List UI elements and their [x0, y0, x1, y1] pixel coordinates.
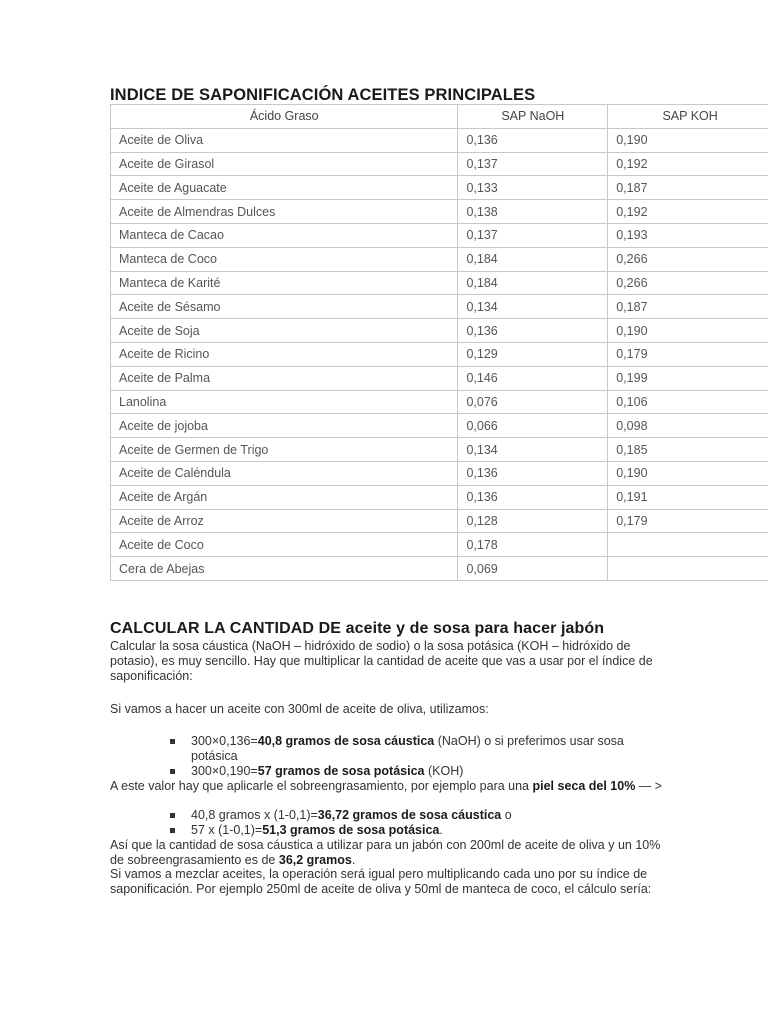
table-row: [111, 247, 768, 271]
cell-sap-naoh: 0,184: [458, 271, 608, 295]
cell-acido-graso: Aceite de jojoba: [111, 414, 458, 438]
cell-sap-naoh: 0,136: [458, 485, 608, 509]
table-row: [111, 295, 768, 319]
table-row: [111, 485, 768, 509]
table-row: [111, 414, 768, 438]
intro-paragraph: Calcular la sosa cáustica (NaOH – hidróxido de sodio) o la sosa potásica (KOH – hidróxido de potasio), es muy sencillo. Hay que multiplicar la cantidad de aceite que vas a usar por el índice de saponificación:: [110, 639, 653, 683]
cell-acido-graso: Aceite de Arroz: [111, 509, 458, 533]
table-row: [111, 200, 768, 224]
cell-sap-koh: 0,179: [608, 509, 768, 533]
sobreengrasamiento-paragraph: A este valor hay que aplicarle el sobreengrasamiento, por ejemplo para una piel seca del 10% — >: [110, 779, 663, 793]
cell-sap-naoh: 0,178: [458, 533, 608, 557]
table-row: [111, 366, 768, 390]
cell-acido-graso: Aceite de Germen de Trigo: [111, 438, 458, 462]
cell-acido-graso: Aceite de Sésamo: [111, 295, 458, 319]
cell-sap-koh: 0,106: [608, 390, 768, 414]
cell-sap-naoh: 0,076: [458, 390, 608, 414]
cell-sap-koh: 0,098: [608, 414, 768, 438]
cell-sap-koh: 0,187: [608, 176, 768, 200]
cell-sap-koh: 0,190: [608, 128, 768, 152]
section-title-upper: CALCULAR LA CANTIDAD DE: [110, 620, 342, 637]
list-item: 300×0,136=40,8 gramos de sosa cáustica (NaOH) o si preferimos usar sosa potásica: [170, 734, 660, 764]
section-title-lower: aceite y de sosa para hacer jabón: [341, 620, 605, 637]
bullet-list-2: [170, 808, 660, 838]
header-sap-naoh: SAP NaOH: [458, 105, 608, 129]
header-acido-graso: Ácido Graso: [111, 105, 458, 129]
table-header-row: [111, 105, 768, 129]
cell-acido-graso: Aceite de Argán: [111, 485, 458, 509]
cell-sap-koh: 0,192: [608, 200, 768, 224]
cell-acido-graso: Cera de Abejas: [111, 557, 458, 581]
cell-sap-koh: 0,191: [608, 485, 768, 509]
cell-acido-graso: Aceite de Almendras Dulces: [111, 200, 458, 224]
cell-sap-naoh: 0,138: [458, 200, 608, 224]
mix-paragraph: Si vamos a mezclar aceites, la operación será igual pero multiplicando cada uno por su índice de saponificación. Por ejemplo 250ml de aceite de oliva y 50ml de manteca de coco, el cálculo sería:: [110, 867, 652, 896]
cell-sap-naoh: 0,128: [458, 509, 608, 533]
cell-sap-koh: 0,266: [608, 247, 768, 271]
cell-sap-koh: [608, 557, 768, 581]
cell-sap-naoh: 0,146: [458, 366, 608, 390]
cell-sap-naoh: 0,137: [458, 223, 608, 247]
table-row: [111, 342, 768, 366]
table-row: [111, 557, 768, 581]
example-intro: Si vamos a hacer un aceite con 300ml de aceite de oliva, utilizamos:: [110, 702, 489, 716]
list-item: 40,8 gramos x (1-0,1)=36,72 gramos de sosa cáustica o: [170, 808, 660, 823]
cell-sap-koh: 0,192: [608, 152, 768, 176]
cell-acido-graso: Lanolina: [111, 390, 458, 414]
cell-sap-koh: 0,266: [608, 271, 768, 295]
cell-acido-graso: Manteca de Coco: [111, 247, 458, 271]
cell-sap-koh: 0,190: [608, 319, 768, 343]
cell-sap-naoh: 0,184: [458, 247, 608, 271]
table-row: [111, 461, 768, 485]
table-row: [111, 223, 768, 247]
cell-sap-naoh: 0,136: [458, 319, 608, 343]
table-row: [111, 319, 768, 343]
cell-acido-graso: Aceite de Aguacate: [111, 176, 458, 200]
cell-acido-graso: Aceite de Coco: [111, 533, 458, 557]
cell-sap-naoh: 0,134: [458, 295, 608, 319]
cell-sap-naoh: 0,136: [458, 461, 608, 485]
cell-sap-koh: [608, 533, 768, 557]
table-row: [111, 152, 768, 176]
cell-sap-naoh: 0,069: [458, 557, 608, 581]
cell-acido-graso: Aceite de Girasol: [111, 152, 458, 176]
cell-sap-naoh: 0,129: [458, 342, 608, 366]
header-sap-koh: SAP KOH: [608, 105, 768, 129]
table-row: [111, 176, 768, 200]
cell-acido-graso: Aceite de Ricino: [111, 342, 458, 366]
table-row: [111, 128, 768, 152]
table-row: [111, 533, 768, 557]
cell-sap-koh: 0,187: [608, 295, 768, 319]
cell-sap-naoh: 0,136: [458, 128, 608, 152]
table-row: [111, 509, 768, 533]
cell-acido-graso: Aceite de Oliva: [111, 128, 458, 152]
cell-sap-naoh: 0,133: [458, 176, 608, 200]
list-item: 300×0,190=57 gramos de sosa potásica (KOH): [170, 764, 660, 779]
table-title: INDICE DE SAPONIFICACIÓN ACEITES PRINCIPALES: [110, 86, 536, 104]
table-row: [111, 390, 768, 414]
result-paragraph: Así que la cantidad de sosa cáustica a utilizar para un jabón con 200ml de aceite de oliva y un 10% de sobreengrasamiento es de 36,2 gramos.: [110, 838, 661, 867]
cell-acido-graso: Manteca de Cacao: [111, 223, 458, 247]
table-row: [111, 438, 768, 462]
list-item: 57 x (1-0,1)=51,3 gramos de sosa potásica.: [170, 823, 660, 838]
cell-sap-naoh: 0,066: [458, 414, 608, 438]
table-row: [111, 271, 768, 295]
cell-acido-graso: Manteca de Karité: [111, 271, 458, 295]
saponification-table: [110, 104, 768, 581]
cell-sap-koh: 0,185: [608, 438, 768, 462]
cell-acido-graso: Aceite de Palma: [111, 366, 458, 390]
cell-sap-naoh: 0,134: [458, 438, 608, 462]
bullet-list-1: [170, 734, 660, 779]
cell-sap-koh: 0,193: [608, 223, 768, 247]
cell-sap-koh: 0,199: [608, 366, 768, 390]
cell-acido-graso: Aceite de Soja: [111, 319, 458, 343]
cell-acido-graso: Aceite de Caléndula: [111, 461, 458, 485]
cell-sap-koh: 0,190: [608, 461, 768, 485]
cell-sap-naoh: 0,137: [458, 152, 608, 176]
section-title: [110, 620, 604, 638]
cell-sap-koh: 0,179: [608, 342, 768, 366]
